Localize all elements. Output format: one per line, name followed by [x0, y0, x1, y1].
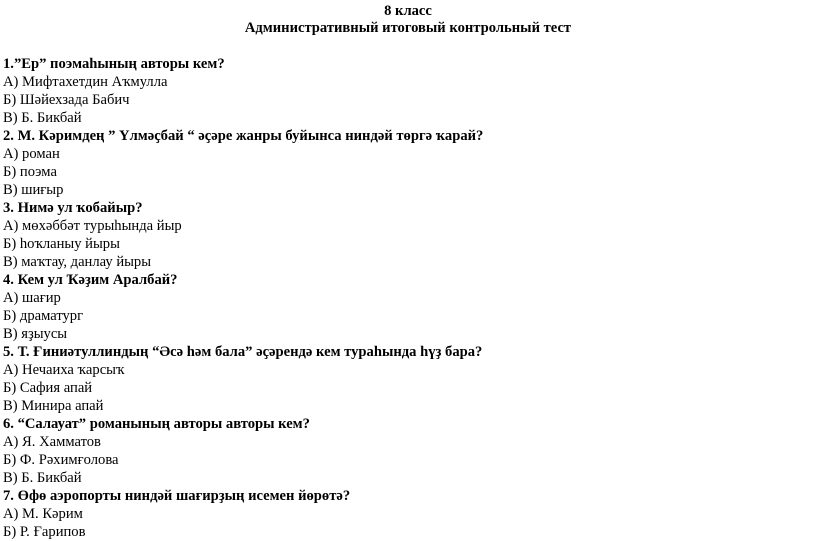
answer-option: Б) поэма	[3, 164, 57, 180]
question-text: 2. М. Кәримдең ” Үлмәҫбай “ әҫәре жанры буйынса ниндәй төргә ҡарай?	[3, 128, 484, 144]
question-3	[3, 199, 816, 271]
question-6	[3, 415, 816, 487]
answer-option: А) мөхәббәт турыһында йыр	[3, 218, 182, 234]
question-7	[3, 487, 816, 541]
answer-option: А) Мифтахетдин Аҡмулла	[3, 74, 168, 90]
answer-option: В) Минира апай	[3, 398, 104, 414]
answer-option: В) Б. Бикбай	[3, 110, 82, 126]
answer-option: В) Б. Бикбай	[3, 470, 82, 486]
question-text: 6. “Салауат” романының авторы авторы кем?	[3, 416, 310, 432]
answer-option: В) яҙыусы	[3, 326, 68, 342]
question-5	[3, 343, 816, 415]
answer-option: Б) драматург	[3, 308, 84, 324]
question-text: 3. Нимә ул ҡобайыр?	[3, 200, 143, 216]
question-list	[0, 55, 816, 541]
answer-option: А) Я. Хамматов	[3, 434, 101, 450]
answer-option: А) М. Кәрим	[3, 506, 83, 522]
answer-option: В) маҡтау, данлау йыры	[3, 254, 152, 270]
test-title: Административный итоговый контрольный тест	[244, 20, 572, 36]
question-4	[3, 271, 816, 343]
answer-option: Б) Шәйехзада Бабич	[3, 92, 130, 108]
answer-option: Б) һоҡланыу йыры	[3, 236, 120, 252]
grade-heading: 8 класс	[384, 3, 432, 19]
document-page	[0, 3, 816, 541]
answer-option: Б) Р. Ғарипов	[3, 524, 86, 540]
answer-option: Б) Ф. Рәхимғолова	[3, 452, 119, 468]
question-text: 1.”Ер” поэмаһының авторы кем?	[3, 56, 225, 72]
question-text: 5. Т. Ғиниәтуллиндың “Әсә һәм бала” әҫәрендә кем тураһында һүҙ бара?	[3, 344, 483, 360]
question-2	[3, 127, 816, 199]
answer-option: Б) Сафия апай	[3, 380, 93, 396]
answer-option: А) Нечаиха ҡарсыҡ	[3, 362, 125, 378]
question-1	[3, 55, 816, 127]
question-text: 4. Кем ул Ҡәҙим Аралбай?	[3, 272, 178, 288]
answer-option: А) роман	[3, 146, 60, 162]
answer-option: В) шиғыр	[3, 182, 64, 198]
question-text: 7. Өфө аэропорты ниндәй шағирҙың исемен йөрөтә?	[3, 488, 351, 504]
answer-option: А) шағир	[3, 290, 61, 306]
